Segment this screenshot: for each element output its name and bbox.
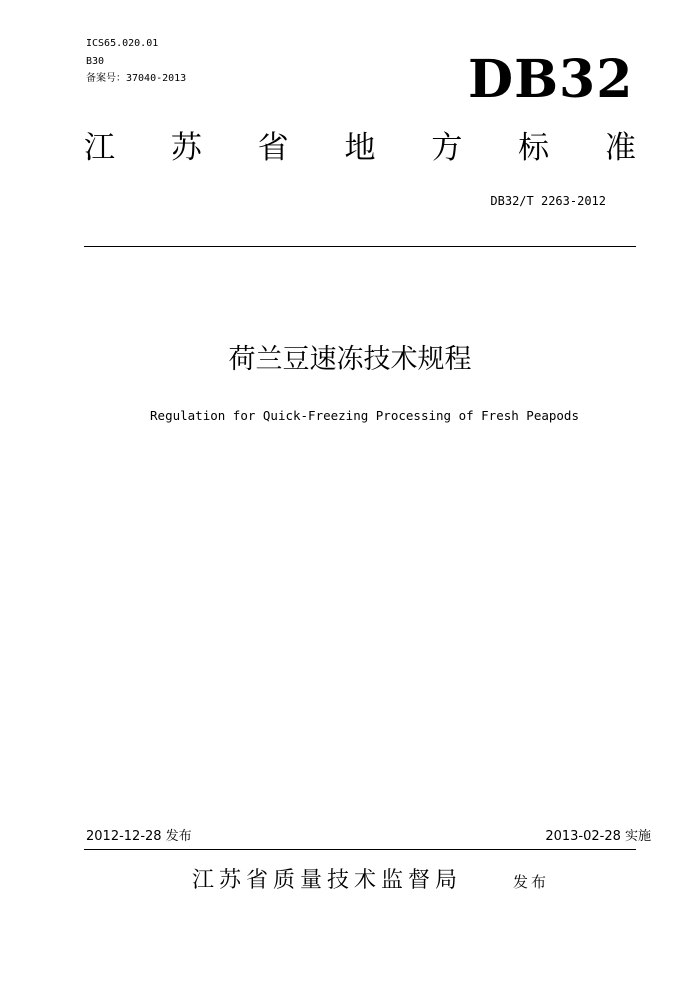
standard-type-char: 苏 [170,130,202,166]
standard-number: DB32/T 2263-2012 [490,194,606,208]
filing-number: 备案号：37040-2013 [86,73,187,84]
ics-code: ICS65.020.01 [86,38,159,49]
document-title-en: Regulation for Quick-Freezing Processing of Fresh Peapods [150,408,579,423]
publish-date: 2012-12-28 发布 [86,829,192,844]
issuing-label: 发布 [513,873,550,891]
document-title-cn: 荷兰豆速冻技术规程 [228,344,472,375]
standard-type-char: 方 [431,130,463,166]
standard-type-char: 准 [604,130,636,166]
standard-type-char: 江 [84,130,115,166]
standard-type-char: 省 [257,130,289,166]
ccs-code: B30 [86,56,105,67]
standard-type-char: 地 [344,130,376,166]
standard-type-title [84,128,636,168]
header-divider [84,246,636,247]
issuing-authority: 江苏省质量技术监督局 [192,868,463,893]
footer-divider [84,849,636,850]
db32-logo: DB32 [468,49,634,110]
standard-type-char: 标 [518,130,550,166]
implement-date: 2013-02-28 实施 [545,829,651,844]
